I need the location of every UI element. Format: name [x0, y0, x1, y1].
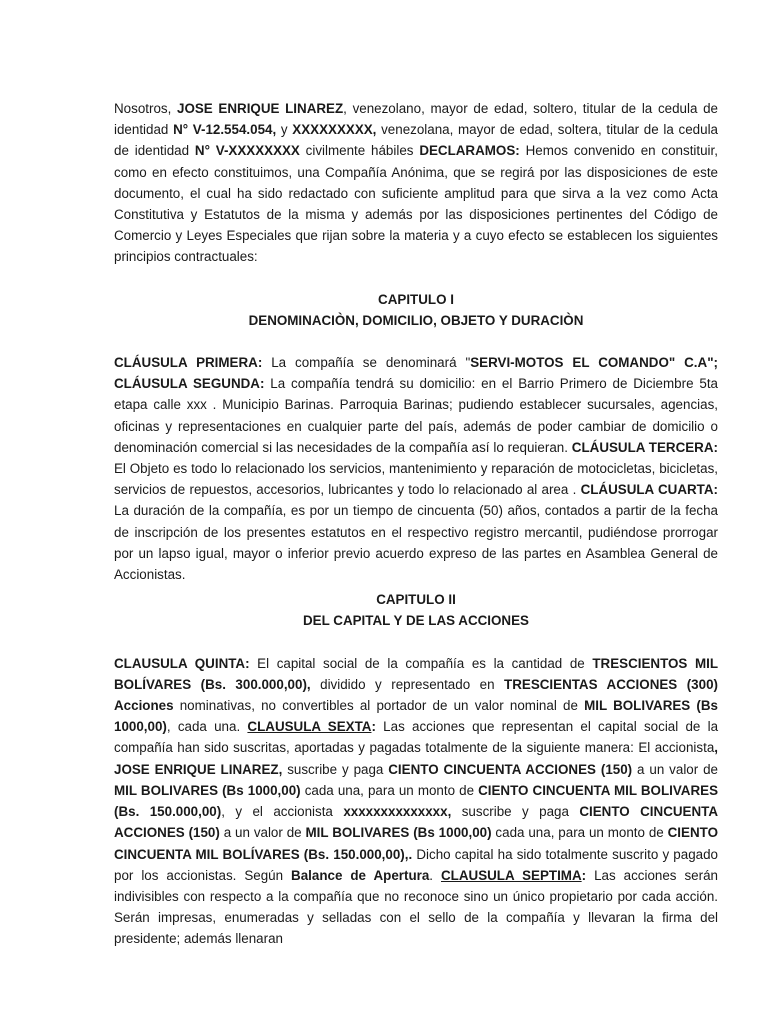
emphasis-text: CLÁUSULA TERCERA: [571, 439, 718, 455]
emphasis-text: Balance de Apertura [291, 867, 430, 883]
emphasis-text: CIENTO CINCUENTA MIL BOLÍVARES (Bs. 150.000,00),. [114, 825, 718, 862]
emphasis-text: , JOSE ENRIQUE LINAREZ, [114, 740, 718, 777]
emphasis-text: : [371, 719, 376, 735]
body-text: El Objeto es todo lo relacionado los servicios, mantenimiento y reparación de motocicletas, bicicletas, servicios de repuestos, accesorios, lubricantes y todo lo relacionado al area . [114, 461, 718, 498]
emphasis-text: TRESCIENTAS ACCIONES (300) Acciones [114, 676, 718, 714]
body-text: suscribe y paga [451, 804, 580, 820]
body-text: a un valor de [219, 825, 306, 841]
chapter-1-subtitle: DENOMINACIÒN, DOMICILIO, OBJETO Y DURACIÒN [248, 312, 584, 328]
emphasis-text: XXXXXXXXX, [292, 122, 377, 138]
body-text: dividido y representado en [310, 676, 505, 692]
body-text: Las acciones que representan el capital social de la compañía han sido suscritas, aportadas y pagadas totalmente de la siguiente manera: El accionista [114, 719, 719, 756]
body-text: El capital social de la compañía es la cantidad de [249, 655, 593, 671]
emphasis-text: CLAUSULA QUINTA: [114, 655, 250, 671]
body-text: . [429, 867, 441, 883]
emphasis-text: DECLARAMOS: [419, 143, 520, 159]
emphasis-text: JOSE ENRIQUE LINAREZ [177, 101, 344, 116]
body-text: , venezolano, mayor de edad, soltero, titular de la cedula de identidad [114, 101, 718, 138]
body-text: cada una, para un monto de [300, 782, 479, 798]
emphasis-text: MIL BOLIVARES (Bs 1000,00) [305, 825, 492, 841]
emphasis-text: TRESCIENTOS MIL BOLÍVARES (Bs. 300.000,00), [114, 655, 719, 692]
emphasis-text: CIENTO CINCUENTA ACCIONES (150) [114, 804, 718, 841]
body-text: Las acciones serán indivisibles con respecto a la compañía que no reconoce sino un único propietario por cada acción. Serán impresas, enumeradas y selladas con el sello de la compañía y llevaran la firma del presidente; además llenaran [114, 867, 718, 947]
body-text: , cada una. [166, 719, 248, 735]
chapter-1-title: CAPITULO I [378, 291, 454, 307]
body-text: Nosotros, [114, 101, 177, 116]
emphasis-text: MIL BOLIVARES (Bs 1000,00) [114, 782, 301, 798]
body-text: La compañía tendrá su domicilio: en el Barrio Primero de Diciembre 5ta etapa calle xxx . Municipio Barinas. Parroquia Barinas; pudiendo establecer sucursales, agencias, oficinas y representaciones en cualquier parte del país, además de poder cambiar de domicilio o denominación comercial si las necesidades de la compañía así lo requieran. [114, 376, 718, 455]
body-text: y [276, 122, 293, 138]
emphasis-text: : [581, 867, 587, 883]
emphasis-text: CLAUSULA SEPTIMA [441, 867, 582, 883]
body-text: Hemos convenido en constituir, como en efecto constituimos, una Compañía Anónima, que se regirá por las disposiciones de este documento, el cual ha sido redactado con suficiente amplitud para que sirva a la vez como Acta Constitutiva y Estatutos de la misma y además por las disposiciones pertinentes del Código de Comercio y Leyes Especiales que rijan sobre la materia y a cuyo efecto se establecen los siguientes principios contractuales: [114, 143, 718, 265]
emphasis-text: CIENTO CINCUENTA MIL BOLIVARES (Bs. 150.000,00) [114, 782, 718, 820]
emphasis-text: N° V-12.554.054, [173, 122, 277, 138]
intro-paragraph [114, 98, 718, 268]
chapter-1-clauses [114, 352, 718, 585]
emphasis-text: SERVI-MOTOS EL COMANDO" C.A"; CLÁUSULA SEGUNDA: [114, 355, 718, 392]
emphasis-text: MIL BOLIVARES (Bs 1000,00) [114, 698, 718, 735]
chapter-2-clauses [114, 653, 718, 950]
emphasis-text: N° V-XXXXXXXX [194, 143, 300, 159]
body-text: suscribe y paga [282, 761, 389, 777]
body-text: , y el accionista [221, 804, 344, 820]
body-text: nominativas, no convertibles al portador de un valor nominal de [173, 698, 585, 714]
body-text: Dicho capital ha sido totalmente suscrito y pagado por los accionistas. Según [114, 846, 718, 883]
body-text: cada una, para un monto de [491, 825, 668, 841]
body-text: La compañía se denominará " [262, 355, 471, 371]
body-text: civilmente hábiles [299, 143, 420, 159]
emphasis-text: xxxxxxxxxxxxxx, [343, 804, 452, 820]
chapter-2-title: CAPITULO II [376, 592, 456, 608]
body-text: venezolana, mayor de edad, soltera, titular de la cedula de identidad [114, 122, 718, 159]
chapter-2-subtitle: DEL CAPITAL Y DE LAS ACCIONES [303, 613, 529, 629]
body-text: La duración de la compañía, es por un tiempo de cincuenta (50) años, contados a partir de la fecha de inscripción de los presentes estatutos en el respectivo registro mercantil, pudiéndose prorrogar por un lapso igual, mayor o inferior previo acuerdo expreso de las partes en Asamblea General de Accionistas. [114, 503, 718, 583]
emphasis-text: CLAUSULA SEXTA [247, 719, 372, 735]
emphasis-text: CIENTO CINCUENTA ACCIONES (150) [388, 761, 633, 777]
emphasis-text: CLÁUSULA CUARTA: [580, 482, 718, 498]
emphasis-text: CLÁUSULA PRIMERA: [114, 355, 263, 371]
body-text: a un valor de [632, 761, 718, 777]
